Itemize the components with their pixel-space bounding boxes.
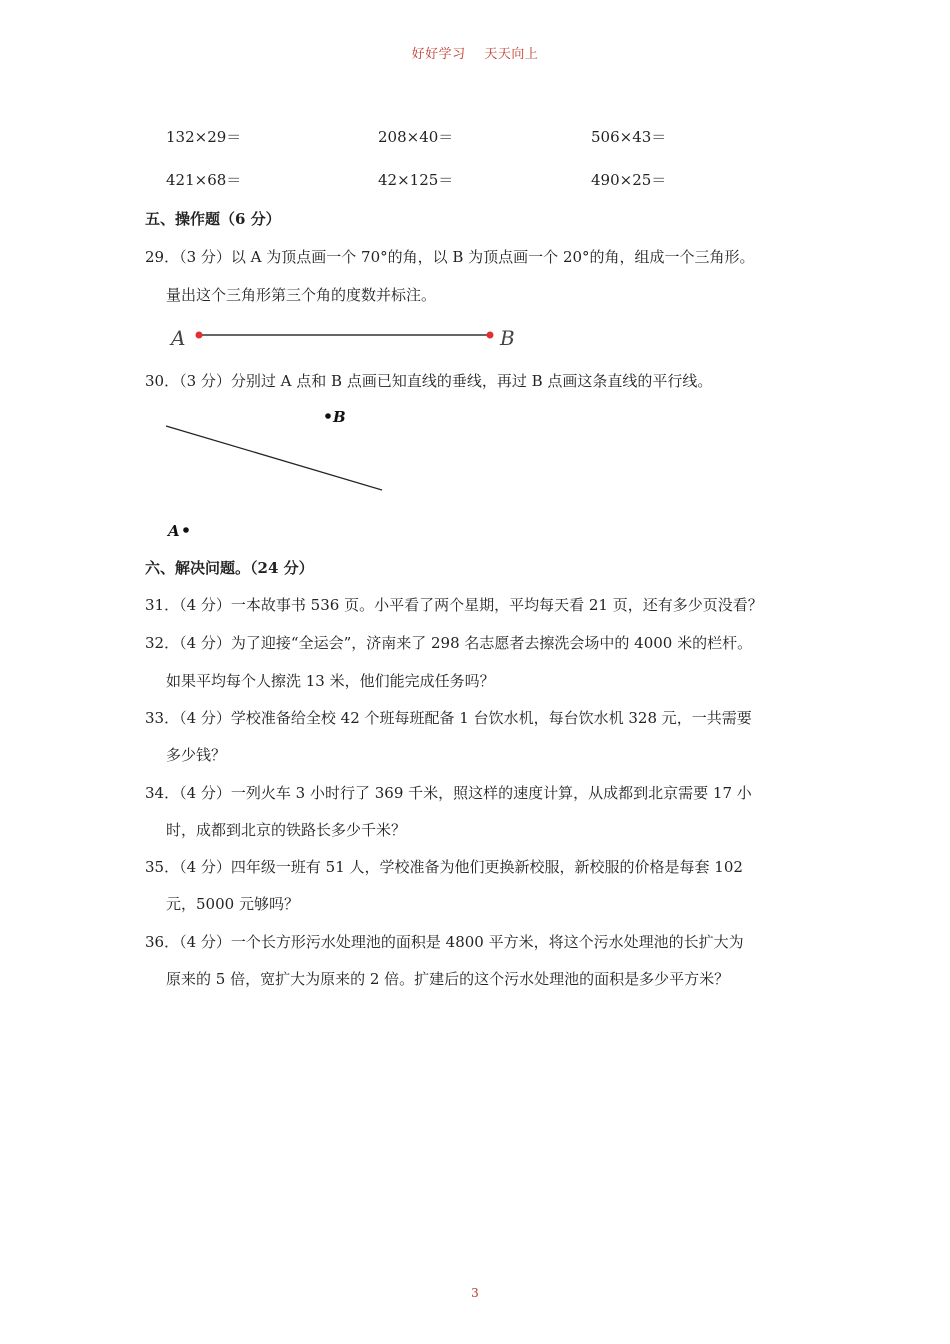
- header-left: 好好学习: [411, 47, 466, 62]
- label-a: A: [171, 326, 186, 350]
- problem-31: 31．（4 分）一本故事书 536 页。小平看了两个星期，平均每天看 21 页，还有多少页没看？: [145, 596, 763, 614]
- problem-32-line2: 如果平均每个人擦洗 13 米，他们能完成任务吗？: [166, 672, 495, 690]
- point-a: [183, 527, 189, 533]
- header-right: 天天向上: [484, 47, 539, 62]
- question-29-line1: 29．（3 分）以 A 为顶点画一个 70°的角，以 B 为顶点画一个 20°的角，组成一个三角形。: [145, 248, 755, 266]
- calc-item: 490×25＝: [591, 171, 667, 189]
- calc-item: 421×68＝: [166, 171, 242, 189]
- page-number: 3: [471, 1286, 479, 1300]
- problem-35-line1: 35．（4 分）四年级一班有 51 人，学校准备为他们更换新校服，新校服的价格是每套 102: [145, 858, 743, 876]
- problem-36-line2: 原来的 5 倍，宽扩大为原来的 2 倍。扩建后的这个污水处理池的面积是多少平方米？: [166, 970, 730, 988]
- problem-36-line1: 36．（4 分）一个长方形污水处理池的面积是 4800 平方米，将这个污水处理池的长扩大为: [145, 933, 744, 951]
- problem-33-line2: 多少钱？: [166, 746, 227, 764]
- point-a: [196, 332, 203, 339]
- section-heading-6: 六、解决问题。（24 分）: [145, 559, 314, 577]
- given-line: [166, 426, 382, 490]
- calc-item: 506×43＝: [591, 128, 667, 146]
- calc-item: 42×125＝: [378, 171, 454, 189]
- problem-34-line1: 34．（4 分）一列火车 3 小时行了 369 千米，照这样的速度计算，从成都到北京需要 17 小: [145, 784, 752, 802]
- label-b: B: [500, 326, 515, 350]
- problem-34-line2: 时，成都到北京的铁路长多少千米？: [166, 821, 407, 839]
- calc-item: 208×40＝: [378, 128, 454, 146]
- label-a: A: [168, 522, 180, 540]
- problem-32-line1: 32．（4 分）为了迎接“全运会”，济南来了 298 名志愿者去擦洗会场中的 4000 米的栏杆。: [145, 634, 753, 652]
- problem-35-line2: 元，5000 元够吗？: [166, 895, 299, 913]
- section-heading-5: 五、操作题（6 分）: [145, 210, 281, 228]
- question-30-line1: 30．（3 分）分别过 A 点和 B 点画已知直线的垂线，再过 B 点画这条直线的平行线。: [145, 372, 713, 390]
- calc-item: 132×29＝: [166, 128, 242, 146]
- label-b: B: [333, 408, 346, 426]
- point-b: [487, 332, 494, 339]
- point-b: [325, 413, 331, 419]
- problem-33-line1: 33．（4 分）学校准备给全校 42 个班每班配备 1 台饮水机，每台饮水机 328 元，一共需要: [145, 709, 752, 727]
- question-29-line2: 量出这个三角形第三个角的度数并标注。: [166, 286, 437, 304]
